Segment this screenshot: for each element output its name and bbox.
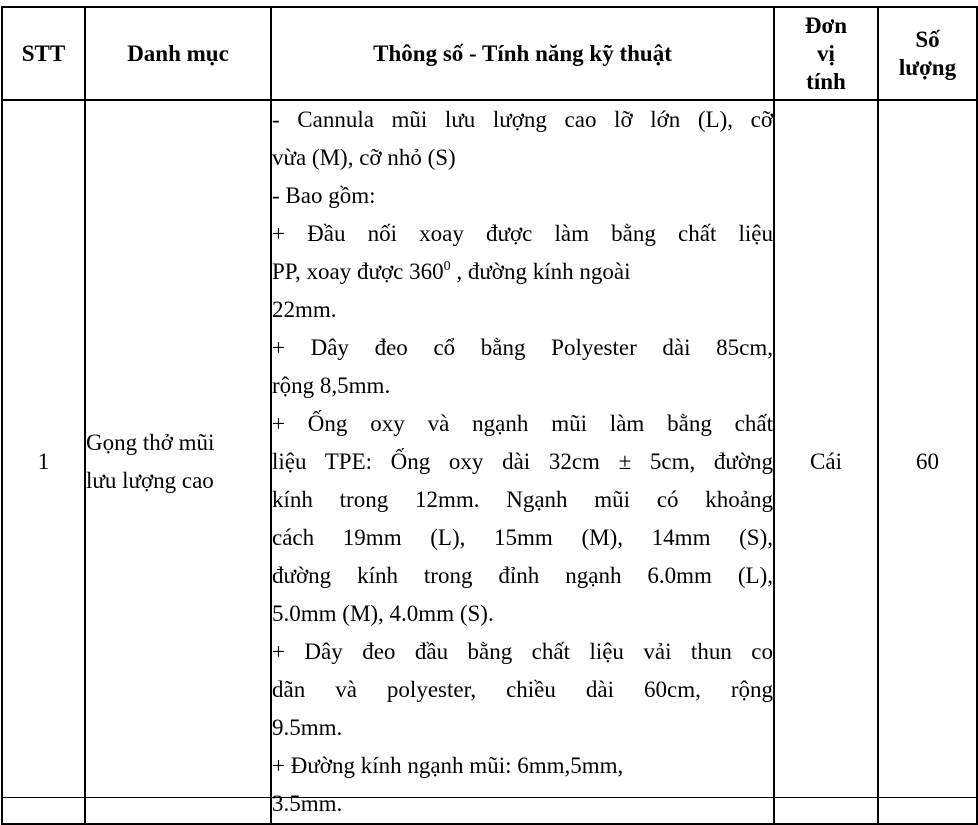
spec-line: 5.0mm (M), 4.0mm (S). [272,601,494,626]
cell-item-name [85,100,271,824]
spec-line: + Đầu nối xoay được làm bằng chất liệu [272,221,773,246]
spec-line: 22mm. [272,297,337,322]
spec-line: + Dây đeo cổ bằng Polyester dài 85cm, [272,335,773,360]
spec-line: đường kính trong đỉnh ngạnh 6.0mm (L), [272,563,773,588]
spec-line: + Ống oxy và ngạnh mũi làm bằng chất [272,411,773,436]
bottom-border-line [1,797,976,803]
header-unit-line-1: Đơn [804,12,848,38]
header-category-label: Danh mục [127,40,229,66]
degree-superscript: 0 [443,259,451,274]
header-stt-label: STT [21,40,66,66]
row-stt: 1 [37,449,50,474]
spec-line: kính trong 12mm. Ngạnh mũi có khoảng [272,487,773,512]
row-unit: Cái [810,449,842,474]
cell-unit [774,100,878,824]
spec-line: rộng 8,5mm. [272,373,391,398]
spec-line: + Đường kính ngạnh mũi: 6mm,5mm, [272,753,624,778]
equipment-spec-table [1,6,978,825]
spec-line: + Dây đeo đầu bằng chất liệu vải thun co [272,639,773,664]
row-quantity: 60 [916,449,939,474]
spec-line: cách 19mm (L), 15mm (M), 14mm (S), [272,525,773,550]
item-name-line-1: Gọng thở mũi [86,430,215,455]
spec-line: dãn và polyester, chiều dài 60cm, rộng [272,677,773,702]
header-unit [774,7,878,100]
header-quantity [878,7,977,100]
cell-specifications [271,100,774,824]
spec-line: - Bao gồm: [272,183,376,208]
spec-text: , đường kính ngoài [450,259,631,284]
header-category [85,7,271,100]
spec-line [272,253,773,291]
header-specs-label: Thông số - Tính năng kỹ thuật [373,40,672,66]
cell-quantity [878,100,977,824]
spec-text: PP, xoay được 360 [272,259,444,284]
item-name-line-2: lưu lượng cao [86,468,214,493]
header-quantity-line-2: lượng [898,54,957,80]
cell-stt [2,100,85,824]
table-row [2,100,977,824]
spec-line: 9.5mm. [272,715,343,740]
header-unit-line-3: tính [806,68,846,94]
header-quantity-line-1: Số [915,26,940,52]
spec-line: 3.5mm. [272,791,343,816]
header-stt [2,7,85,100]
spec-line: vừa (M), cỡ nhỏ (S) [272,145,456,170]
header-unit-line-2: vị [817,40,835,66]
table-header-row [2,7,977,100]
spec-line: - Cannula mũi lưu lượng cao lỡ lớn (L), cỡ [272,107,773,132]
spec-line: liệu TPE: Ống oxy dài 32cm ± 5cm, đường [272,449,773,474]
header-specs [271,7,774,100]
